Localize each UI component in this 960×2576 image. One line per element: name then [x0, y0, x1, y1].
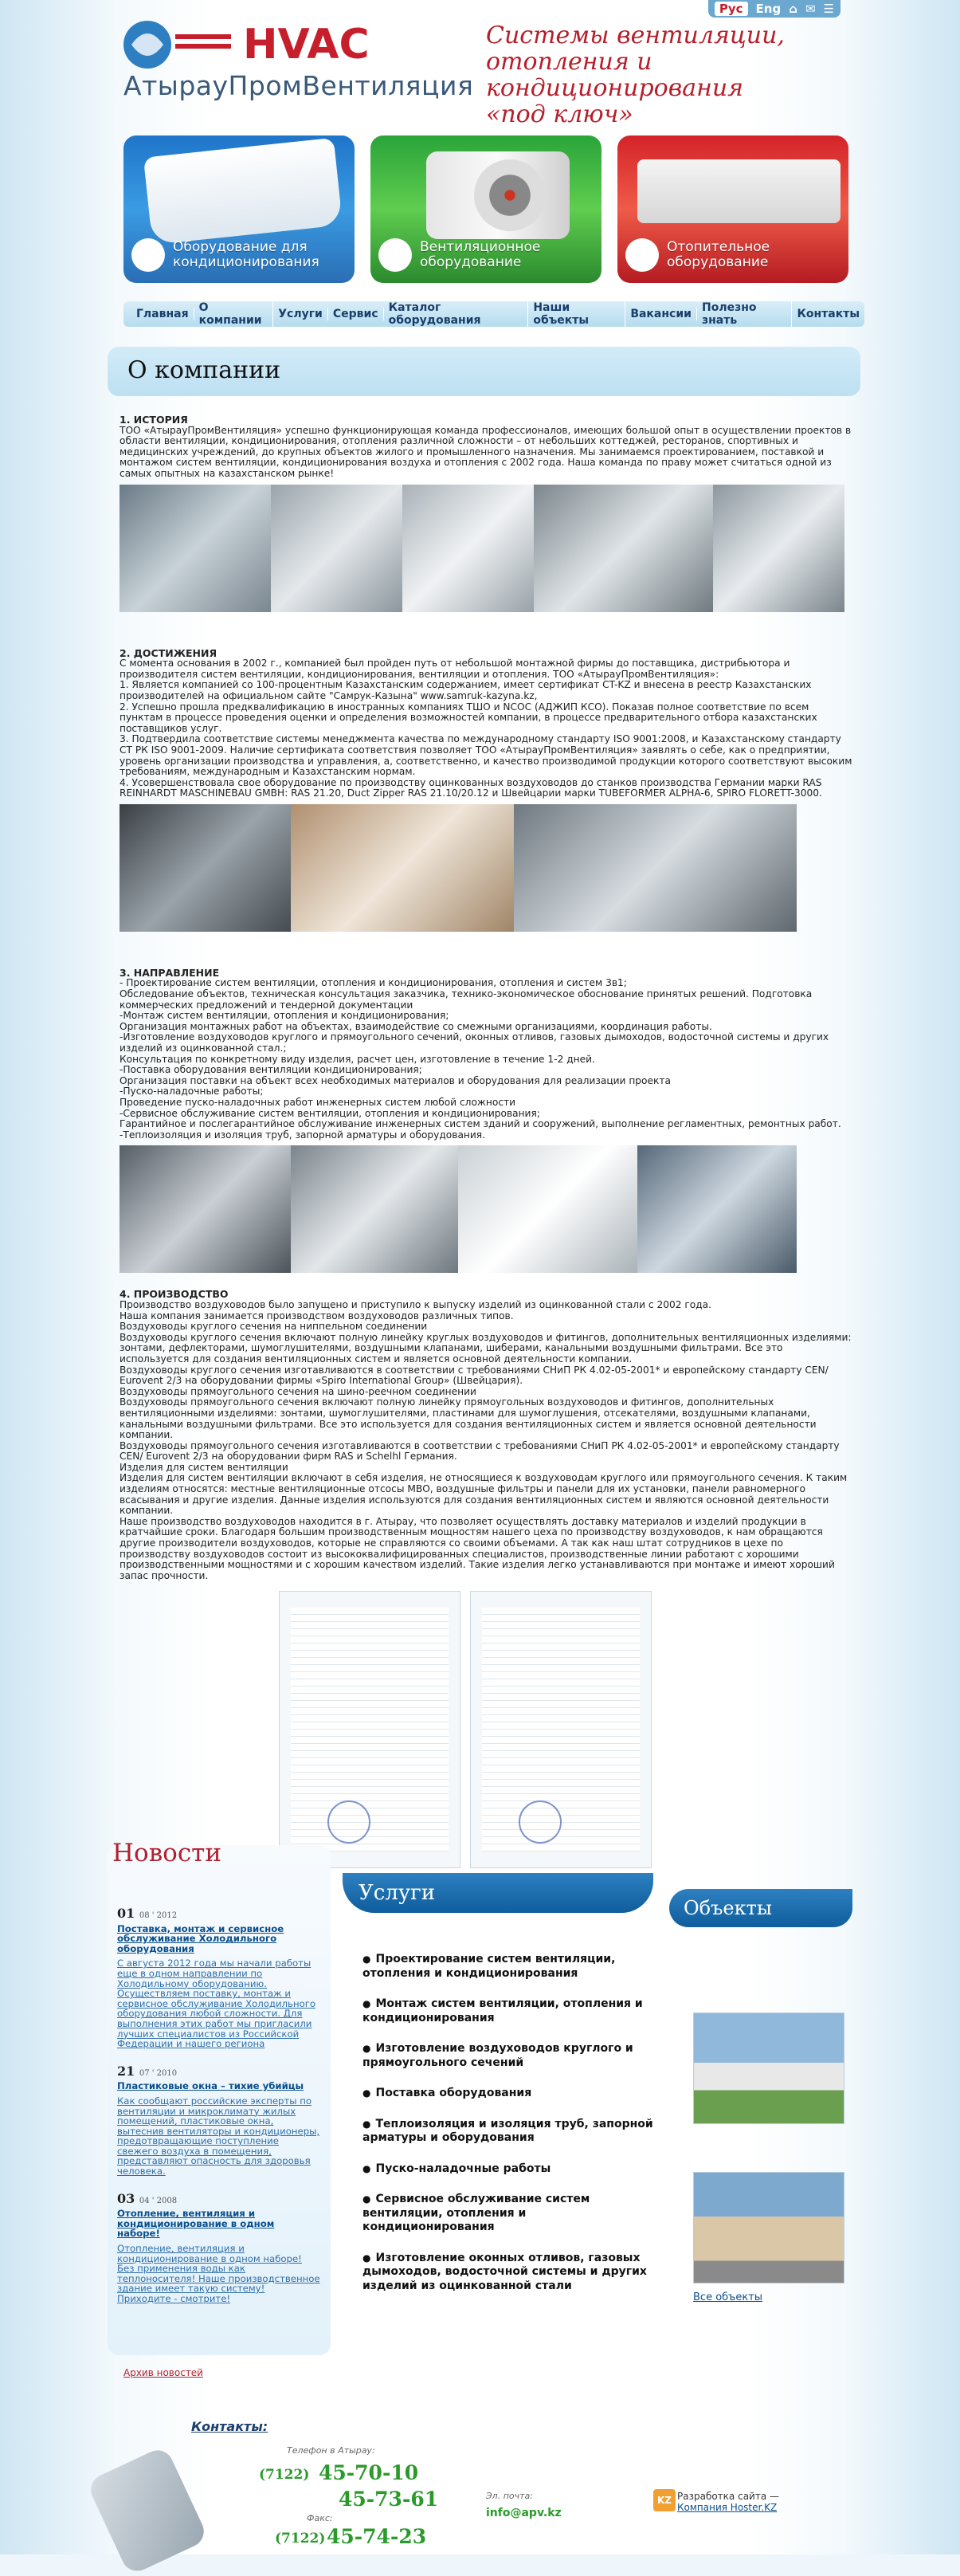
- tel-number-1: 45-70-10: [319, 2461, 419, 2484]
- service-item[interactable]: ● Теплоизоляция и изоляция труб, запорной арматуры и оборудования: [362, 2118, 657, 2146]
- bottom-blocks: [104, 1813, 856, 2378]
- nav-services[interactable]: Услуги: [273, 308, 328, 320]
- photo-strip: [120, 1145, 852, 1273]
- section-text: -Поставка оборудования вентиляции кондиционирования;: [120, 1064, 422, 1076]
- object-photo[interactable]: [693, 2172, 844, 2283]
- banner-caption-line1: Вентиляционное: [420, 239, 541, 255]
- developer-text: Разработка сайта —: [677, 2491, 779, 2502]
- object-photo[interactable]: [693, 2012, 844, 2124]
- photo-installation: [120, 1145, 291, 1273]
- banner-caption: [667, 240, 770, 270]
- nav-contacts[interactable]: Контакты: [797, 308, 860, 320]
- fan-icon: [378, 238, 412, 272]
- banner-caption-line2: оборудование: [667, 254, 769, 270]
- photo-workshop: [514, 804, 797, 932]
- logo-brand: HVAC: [243, 21, 370, 69]
- section-text: Организация монтажных работ на объектах, взаимодействие со смежными организациями, координация работы.: [120, 1020, 712, 1032]
- section-text: 2. Успешно прошла предквалификацию в иностранных компаниях ТШО и NCOC (АДЖИП КСО). Показав полное соответствие по всем пунктам в процессе проведения оценки и определения возможностей компании, в процессе предварительного отбора казахстанских поставщиков услуг.: [120, 701, 817, 734]
- news-headline[interactable]: Отопление, вентиляция и кондиционирование в одном наборе!: [117, 2208, 275, 2240]
- banner-caption-line2: оборудование: [420, 254, 522, 270]
- photo-ducts: [120, 485, 271, 612]
- section-text: Производство воздуховодов было запущено и приступило к выпуску изделий из оцинкованной стали с 2002 года.: [120, 1298, 711, 1310]
- section-text: Организация поставки на объект всех необходимых материалов и оборудования для реализации проекта: [120, 1074, 671, 1086]
- section-text: Воздуховоды прямоугольного сечения на шино-реечном соединении: [120, 1385, 476, 1397]
- main-nav: [123, 301, 864, 327]
- services-title: Услуги: [359, 1881, 436, 1905]
- section-production: [120, 1289, 852, 1868]
- photo-ducts: [402, 485, 534, 612]
- section-text: 1. Является компанией со 100-процентным Казахстанским содержанием, имеет сертификат CT-KZ и внесена в реестр Казахстанских производителей на официальном сайте "Самрук-Казына" www.samruk-kazyna.kz,: [120, 679, 812, 701]
- section-title: 3. НАПРАВЛЕНИЕ: [120, 966, 220, 979]
- section-text: Воздуховоды прямоугольного сечения включают полную линейку прямоугольных воздуховодов и фитингов, дополнительных вентиляционными изделиями: зонтами, шумоглушителями, пластинами для шумоглушения, отсекателями, воздушными клапанами, канальными воздушными фильтрами. Все это используется для создания вентиляционных систем и является основной деятельности компании.: [120, 1396, 817, 1441]
- fax-code: (7122): [275, 2531, 326, 2547]
- nav-service[interactable]: Сервис: [328, 308, 384, 320]
- photo-ducts: [271, 485, 402, 612]
- news-text[interactable]: Отопление, вентиляция и кондиционирование в одном наборе! Без применения воды как теплоносителя! Наше производственное здание имеет такую систему! Приходите - смотрите!: [117, 2243, 320, 2304]
- news-day: 03: [117, 2190, 135, 2206]
- section-text: 3. Подтвердила соответствие системы менеджмента качества по международному стандарту ISO 9001:2008, и Казахстанскому стандарту СТ РК ISO 9001-2009. Наличие сертификата соответствия позволяет ТОО «АтырауПромВентиляция» заявлять о себе, как о предприятии, уровень организации производства и управления, а, соответственно, и качество производимой продукции которого соответствуют высоким требованиям, международным и Казахстанским нормам.: [120, 733, 852, 778]
- section-text: Воздуховоды круглого сечения изготавливаются в соответствии с требованиями СНиП РК 4.02-05-2001* и европейскому стандарту CEN/ Eurovent 2/3 на оборудовании фирмы «Spiro International Group» (Швейцария).: [120, 1364, 829, 1387]
- section-text: - Проектирование систем вентиляции, отопления и кондиционирования, отопления и систем 3в1;: [120, 977, 627, 989]
- news-text[interactable]: С августа 2012 года мы начали работы еще в одном направлении по Холодильному оборудованию. Осуществляем поставку, монтаж и сервисное обслуживание Холодильного оборудования любой сложности. Для выполнения этих работ мы пригласили лучших специалистов из Российской Федерации и нашего региона: [117, 1958, 316, 2050]
- photo-installation: [291, 1145, 458, 1273]
- banner-heating[interactable]: [617, 135, 848, 283]
- developer-link[interactable]: Компания Hoster.KZ: [677, 2502, 778, 2513]
- section-text: Консультация по конкретному виду изделия, расчет цен, изготовление в течение 1-2 дней.: [120, 1053, 595, 1065]
- news-date: [117, 2190, 320, 2207]
- section-text: Обследование объектов, техническая консультация заказчика, технико-экономическое обоснование принятых решений. Подготовка коммерческих предложений и тендерной документации: [120, 988, 813, 1011]
- tel-number-2: 45-73-61: [339, 2488, 439, 2511]
- nav-catalog[interactable]: Каталог оборудования: [384, 301, 529, 327]
- lang-ru[interactable]: Рус: [715, 2, 748, 16]
- news-month-year: 04 ' 2008: [139, 2196, 178, 2205]
- news-list: [117, 1906, 320, 2322]
- banner-caption-line2: кондиционирования: [173, 254, 319, 270]
- section-text: С момента основания в 2002 г., компанией был пройден путь от небольшой монтажной фирмы до поставщика, дистрибьютора и производителя систем вентиляции, кондиционирования, вентиляции и отопления. ТОО «АтырауПромВентиляция»:: [120, 658, 790, 680]
- all-objects-link[interactable]: Все объекты: [693, 2291, 763, 2303]
- photo-drawings: [291, 804, 514, 932]
- slogan-line3: «под ключ»: [486, 100, 633, 128]
- objects-title: Объекты: [684, 1897, 772, 1919]
- banner-caption: [420, 240, 540, 270]
- services-header: [343, 1873, 653, 1913]
- nav-useful[interactable]: Полезно знать: [697, 301, 792, 327]
- section-text: Гарантийное и послегарантийное обслуживание инженерных систем зданий и сооружений, выполнение регламентных, ремонтных работ.: [120, 1118, 841, 1130]
- nav-objects[interactable]: Наши объекты: [528, 301, 625, 327]
- service-item[interactable]: ● Проектирование систем вентиляции, отопления и кондиционирования: [362, 1953, 657, 1981]
- services-list: [362, 1953, 657, 2310]
- header: [104, 0, 856, 128]
- photo-ducts: [534, 485, 713, 612]
- category-banners: [123, 135, 848, 283]
- nav-vacancies[interactable]: Вакансии: [625, 308, 697, 320]
- service-item[interactable]: ● Сервисное обслуживание систем вентиляции, отопления и кондиционирования: [362, 2193, 657, 2235]
- developer-logo[interactable]: KZ: [653, 2489, 676, 2511]
- sitemap-icon[interactable]: ☰: [823, 2, 834, 16]
- section-title: 1. ИСТОРИЯ: [120, 414, 188, 426]
- lang-en[interactable]: Eng: [755, 2, 782, 16]
- photo-workers: [120, 804, 291, 932]
- snowflake-icon: [131, 238, 165, 272]
- section-text: Наше производство воздуховодов находится в г. Атырау, что позволяет осуществлять доставку материалов и изделий продукции в кратчайшие сроки. Благодаря большим производственным мощностям нашего цеха по производству воздуховодов, к нам обращаются другие производители воздуховодов, которые не справляются со своими объемами. А так как наш штат сотрудников в цехе по производству воздуховодов состоит из высококвалифицированных специалистов, производственные линии работают с хорошими производственными мощностями и с хорошим качеством изделий. Такие изделия легко устанавливаются при монтаже и имеют хороший запас прочности.: [120, 1515, 835, 1581]
- tel-label: Телефон в Атырау:: [287, 2445, 375, 2456]
- footer: [104, 2411, 856, 2554]
- language-switcher: [708, 0, 840, 18]
- nav-home[interactable]: Главная: [131, 308, 194, 320]
- heater-image: [637, 159, 840, 223]
- section-text: Воздуховоды круглого сечения на ниппельном соединении: [120, 1321, 428, 1333]
- home-icon[interactable]: ⌂: [789, 2, 797, 16]
- photo-ducts: [713, 485, 844, 612]
- photo-strip: [120, 485, 852, 612]
- news-day: 01: [117, 1906, 135, 1921]
- content: [120, 414, 852, 1868]
- section-text: Воздуховоды прямоугольного сечения изготавливаются в соответствии с требованиями СНиП РК 4.02-05-2001* и европейскому стандарту CEN/ Eurovent 2/3 на оборудовании фирм RAS и Schelhl Германия.: [120, 1439, 840, 1463]
- section-direction: [120, 968, 852, 1274]
- section-text: -Теплоизоляция и изоляция труб, запорной арматуры и оборудования.: [120, 1129, 486, 1141]
- banner-conditioning[interactable]: [123, 135, 355, 283]
- news-text[interactable]: Как сообщают российские эксперты по вентиляции и микроклимату жилых помещений, пластиковые окна, вытеснив вентиляторы и кондиционеры, предотвращающие поступление свежего воздуха в помещения, представляют опасность для здоровья человека.: [117, 2095, 320, 2177]
- banner-caption-line1: Оборудование для: [173, 239, 308, 255]
- photo-installation: [458, 1145, 637, 1273]
- email-label: Эл. почта:: [486, 2491, 533, 2501]
- air-conditioner-image: [143, 138, 343, 245]
- logo-mark-icon: [116, 14, 450, 70]
- section-text: -Пуско-наладочные работы;: [120, 1086, 264, 1098]
- phone-image: [86, 2445, 210, 2576]
- section-text: Наша компания занимается производством воздуховодов различных типов.: [120, 1310, 514, 1321]
- news-archive-link[interactable]: Архив новостей: [123, 2367, 203, 2378]
- slogan-line2: отопления и кондиционирования: [486, 48, 744, 102]
- section-title: 2. ДОСТИЖЕНИЯ: [120, 646, 217, 659]
- fax-label: Факс:: [307, 2513, 333, 2523]
- service-item[interactable]: ● Изготовление оконных отливов, газовых дымоходов, водосточной системы и других изделий из оцинкованной стали: [362, 2252, 657, 2294]
- banner-caption: [173, 240, 319, 270]
- section-text: Изделия для систем вентиляции: [120, 1461, 288, 1473]
- news-date: [117, 2063, 320, 2079]
- logo-name: АтырауПромВентиляция: [123, 70, 474, 101]
- news-date: [117, 1906, 320, 1922]
- service-item[interactable]: ● Пуско-наладочные работы: [362, 2162, 657, 2177]
- service-item[interactable]: ● Изготовление воздуховодов круглого и прямоугольного сечений: [362, 2042, 657, 2070]
- news-day: 21: [117, 2063, 135, 2079]
- photo-installation: [637, 1145, 797, 1273]
- page-title: О компании: [127, 356, 281, 384]
- news-item: [117, 1906, 320, 2050]
- contacts-title: Контакты:: [191, 2419, 268, 2434]
- flame-icon: [625, 238, 659, 272]
- section-title: 4. ПРОИЗВОДСТВО: [120, 1288, 229, 1301]
- news-panel: [108, 1839, 331, 2378]
- developer-credit: [677, 2491, 779, 2513]
- news-headline[interactable]: Поставка, монтаж и сервисное обслуживание Холодильного оборудования: [117, 1922, 284, 1954]
- section-text: -Изготовление воздуховодов круглого и прямоугольного сечений, оконных отливов, газовых дымоходов, водосточной системы и других изделий из оцинкованной стал.;: [120, 1031, 829, 1054]
- section-text: ТОО «АтырауПромВентиляция» успешно функционирующая команда профессионалов, имеющих большой опыт в осуществлении проектов в области вентиляции, кондиционирования, отопления различной сложности – от небольших коттеджей, ресторанов, спортивных и медицинских учреждений, до крупных объектов жилого и промышленного назначения. Мы занимаемся проектированием, поставкой и монтажом систем вентиляции, кондиционирования воздуха и отопления с 2002 года. Наша команда по праву может считаться одной из самых опытных на казахстанском рынке!: [120, 424, 852, 479]
- news-item: [117, 2063, 320, 2177]
- tel-code: (7122): [259, 2467, 310, 2483]
- slogan: [486, 22, 860, 128]
- banner-caption-line1: Отопительное: [667, 239, 770, 255]
- news-item: [117, 2190, 320, 2304]
- objects-header: [669, 1889, 852, 1927]
- section-text: -Монтаж систем вентиляции, отопления и кондиционирования;: [120, 1010, 449, 1022]
- page-title-bar: [108, 347, 860, 396]
- logo[interactable]: [116, 14, 474, 102]
- nav-about[interactable]: О компании: [194, 301, 274, 327]
- news-title: Новости: [112, 1839, 221, 1867]
- service-item[interactable]: ● Монтаж систем вентиляции, отопления и кондиционирования: [362, 1997, 657, 2025]
- news-headline[interactable]: Пластиковые окна – тихие убийцы: [117, 2080, 304, 2092]
- section-text: 4. Усовершенствовала свое оборудование по производству оцинкованных воздуховодов до станков производства Германии марки RAS REINHARDT MASCHINEBAU GMBH: RAS 21.20, Duct Zipper RAS 21.10/20.12 и Швейцарии марки TUBEFORMER ALPHA-6, SPIRO FLORETT-3000.: [120, 776, 822, 799]
- slogan-line1: Системы вентиляции,: [486, 22, 785, 49]
- section-text: Изделия для систем вентиляции включают в себя изделия, не относящиеся к воздуховодам круглого или прямоугольного сечения. К таким изделиям относятся: местные вентиляционные отсосы МВО, воздушные фильтры и панели для их установки, панели равномерного всасывания и другие изделия. Данные изделия используются для создания вентиляционных систем и являются основной деятельности компании.: [120, 1472, 848, 1517]
- mail-icon[interactable]: ✉: [805, 2, 816, 16]
- fax-number: 45-74-23: [327, 2525, 427, 2548]
- email-link[interactable]: info@apv.kz: [486, 2507, 562, 2519]
- section-history: [120, 414, 852, 612]
- fan-image: [426, 151, 570, 239]
- section-text: Проведение пуско-наладочных работ инженерных систем любой сложности: [120, 1097, 516, 1108]
- banner-ventilation[interactable]: [370, 135, 601, 283]
- service-item[interactable]: ● Поставка оборудования: [362, 2087, 657, 2101]
- news-month-year: 07 ' 2010: [139, 2068, 178, 2078]
- page-wrapper: [104, 0, 860, 2548]
- news-month-year: 08 ' 2012: [139, 1911, 178, 1920]
- section-achievements: [120, 648, 852, 932]
- section-text: -Сервисное обслуживание систем вентиляции, отопления и кондиционирования;: [120, 1107, 540, 1119]
- section-text: Воздуховоды круглого сечения включают полную линейку круглых воздуховодов и фитингов, дополнительных вентиляционных изделиями: зонтами, дефлекторами, шумоглушителями, воздушными клапанами, шиберами, канальными воздушными фильтрами. Все это используется для создания вентиляционных систем и является основной деятельности компании.: [120, 1331, 852, 1365]
- photo-strip: [120, 804, 852, 932]
